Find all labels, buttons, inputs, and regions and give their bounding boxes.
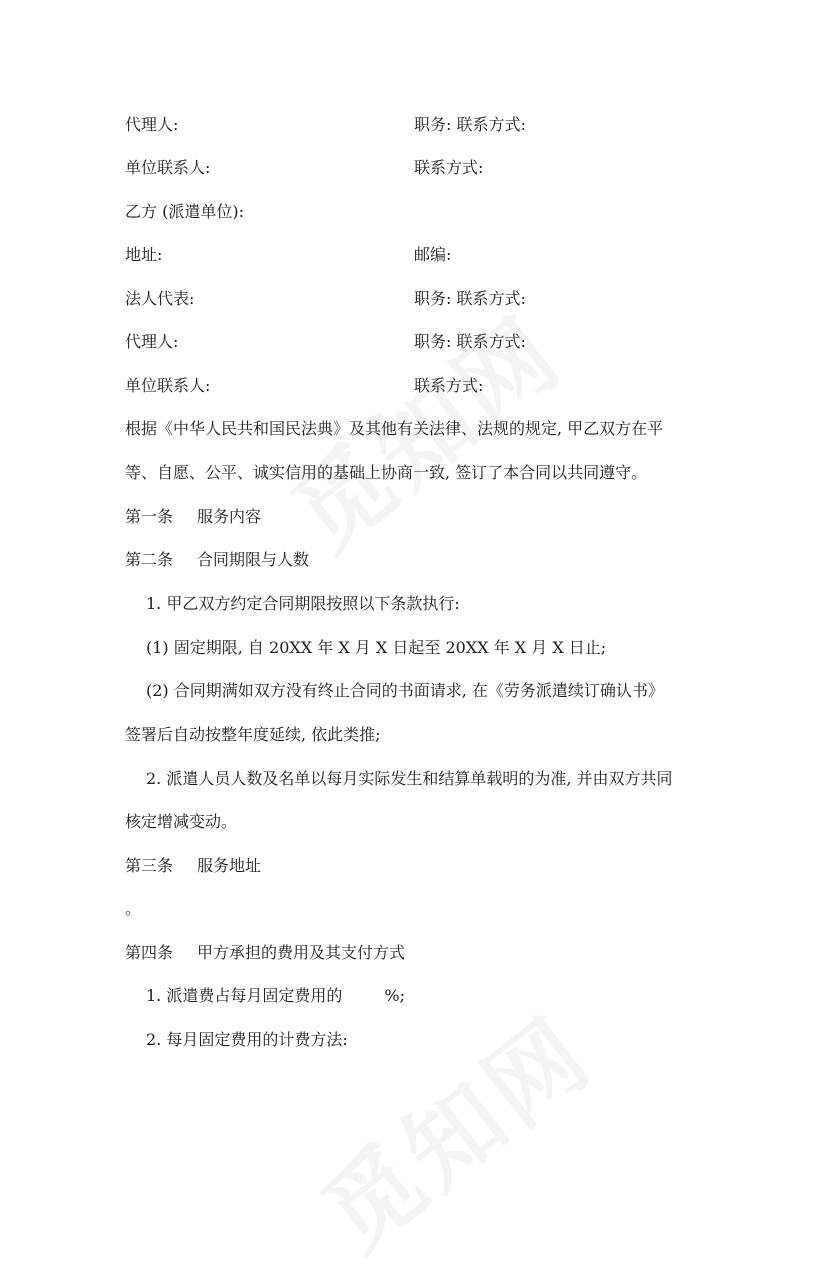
article-2-sub-1: (1) 固定期限, 自 20XX 年 X 月 X 日起至 20XX 年 X 月 X 日止;: [146, 638, 607, 657]
article-2-heading: [125, 550, 309, 570]
article-4-item-1-prefix: 1. 派遣费占每月固定费用的: [146, 986, 343, 1005]
party-a-unit-contact-method-label: 联系方式:: [414, 158, 484, 177]
article-1-number: 第一条: [125, 507, 174, 526]
article-3-heading: [125, 856, 261, 876]
article-2-item-2-line-1: 2. 派遣人员人数及名单以每月实际发生和结算单载明的为准, 并由双方共同: [146, 769, 673, 788]
article-4-item-1-suffix: %;: [384, 986, 405, 1005]
article-3-content: 。: [125, 899, 142, 918]
party-b-unit-contact-label: 单位联系人:: [125, 376, 211, 395]
party-b-agent-label: 代理人:: [125, 332, 179, 351]
party-b-postcode-label: 邮编:: [414, 245, 452, 264]
party-b-legal-rep-label: 法人代表:: [125, 289, 195, 308]
article-4-heading: [125, 943, 405, 963]
article-2-number: 第二条: [125, 550, 174, 569]
party-a-agent-contact-label: 职务: 联系方式:: [414, 115, 526, 134]
party-b-address-label: 地址:: [125, 245, 163, 264]
article-2-item-2-line-2: 核定增减变动。: [125, 812, 238, 831]
article-3-number: 第三条: [125, 856, 174, 875]
preamble-line-1: 根据《中华人民共和国民法典》及其他有关法律、法规的规定, 甲乙双方在平: [125, 419, 664, 438]
party-a-unit-contact-label: 单位联系人:: [125, 158, 211, 177]
article-4-title: 甲方承担的费用及其支付方式: [197, 943, 406, 962]
article-1-heading: [125, 507, 261, 527]
article-2-sub-2-line-2: 签署后自动按整年度延续, 依此类推;: [125, 725, 381, 744]
article-4-item-1: [146, 986, 405, 1006]
watermark-logo: [290, 980, 615, 1276]
party-b-agent-contact-label: 职务: 联系方式:: [414, 332, 526, 351]
article-3-title: 服务地址: [197, 856, 262, 875]
article-4-item-2: 2. 每月固定费用的计费方法:: [146, 1030, 348, 1049]
party-b-heading: 乙方 (派遣单位):: [125, 202, 244, 221]
article-1-title: 服务内容: [197, 507, 262, 526]
preamble-line-2: 等、自愿、公平、诚实信用的基础上协商一致, 签订了本合同以共同遵守。: [125, 463, 648, 482]
article-2-title: 合同期限与人数: [197, 550, 310, 569]
party-a-agent-label: 代理人:: [125, 115, 179, 134]
party-b-legal-rep-contact-label: 职务: 联系方式:: [414, 289, 526, 308]
article-4-number: 第四条: [125, 943, 174, 962]
article-2-item-1: 1. 甲乙双方约定合同期限按照以下条款执行:: [146, 594, 460, 613]
party-b-unit-contact-method-label: 联系方式:: [414, 376, 484, 395]
article-2-sub-2-line-1: (2) 合同期满如双方没有终止合同的书面请求, 在《劳务派遣续订确认书》: [146, 681, 664, 700]
